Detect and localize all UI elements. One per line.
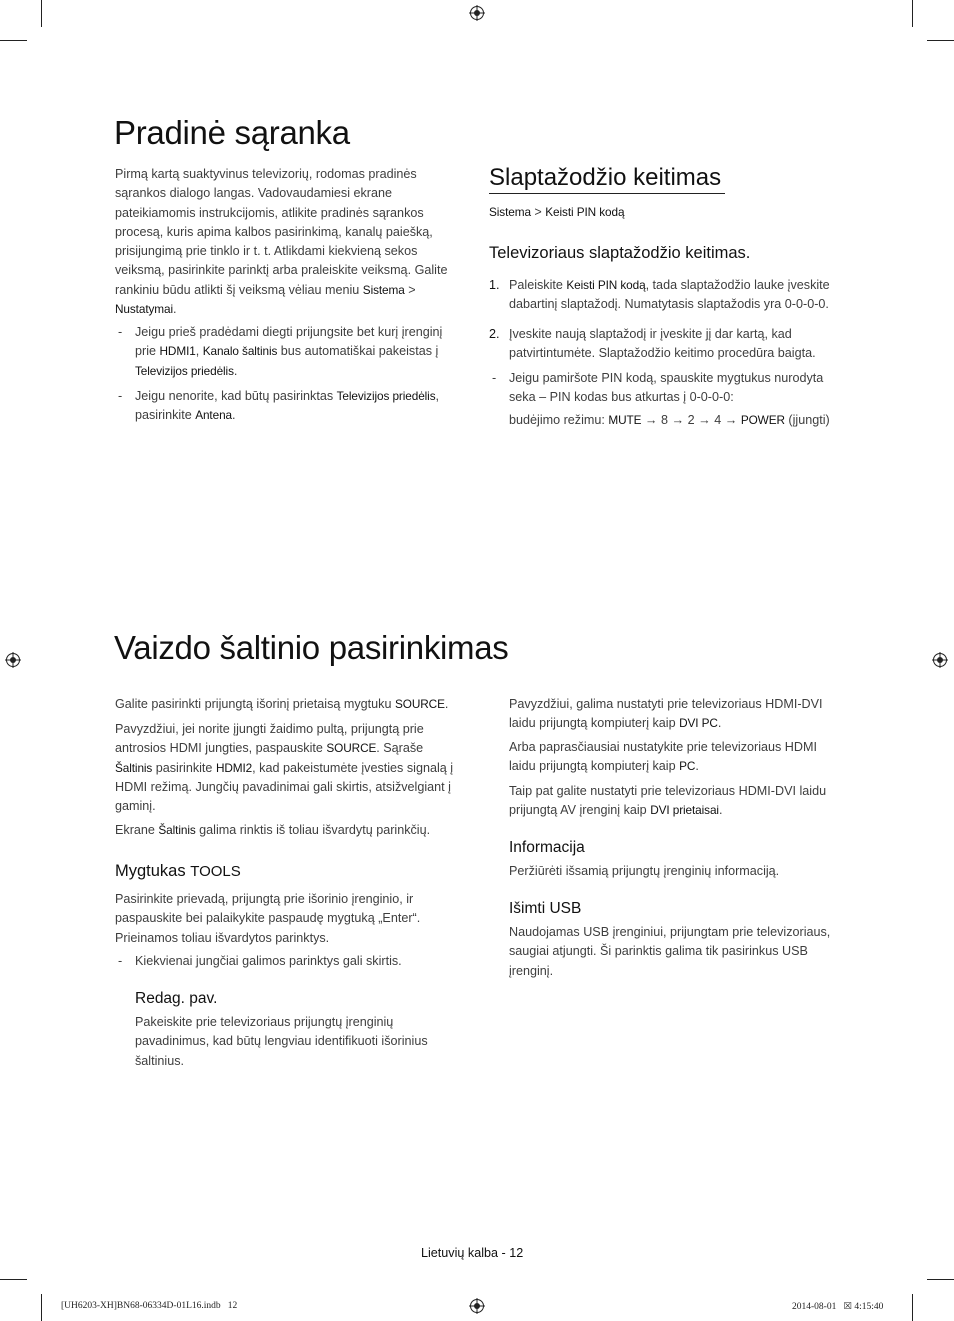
rename-example-1: Pavyzdžiui, galima nustatyti prie televizoriaus HDMI-DVI laidu prijungtą kompiuterį kaip DVI PC. [509,697,823,731]
breadcrumb: Sistema > Keisti PIN kodą [489,205,625,219]
breadcrumb-system: Sistema [489,205,531,219]
source-paragraph-2: Pavyzdžiui, jei norite įjungti žaidimo pultą, prijungtą prie antrosios HDMI jungties, paspauskite SOURCE. Sąraše Šaltinis pasirinkite HDMI2, kad pakeistumėte įvesties signalą į HDMI režimą. Jungčių pavadinimai gali skirtis, atsižvelgiant į gaminį. [115,722,454,814]
note-dash: - [118,389,123,403]
registration-mark-icon [469,5,485,21]
initial-setup-note-2: Jeigu nenorite, kad būtų pasirinktas Televizijos priedėlis, pasirinkite Antena. [135,389,439,423]
crop-mark [0,40,27,41]
registration-mark-icon [469,1298,485,1314]
crop-mark [41,0,42,27]
option-rename-title: Redag. pav. [135,990,218,1007]
print-footer-timestamp: 2014-08-01 ☒ 4:15:40 [792,1302,884,1312]
option-remove-usb-title: Išimti USB [509,900,582,917]
section-title-password-change: Slaptažodžio keitimas [489,164,722,191]
print-footer-file: [UH6203-XH]BN68-06334D-01L16.indb 12 [61,1301,238,1311]
option-remove-usb-description: Naudojamas USB įrenginiui, prijungtam prie televizoriaus, saugiai atjungti. Ši parinktis galima tik pasirinkus USB įrenginį. [509,925,831,978]
step-number-1: 1. [489,278,500,292]
crop-mark [927,1279,954,1280]
tools-note: Kiekvienai jungčiai galimos parinktys gali skirtis. [135,954,402,968]
initial-setup-note-1: Jeigu prieš pradėdami diegti prijungsite bet kurį įrenginį prie HDMI1, Kanalo šaltinis bus automatiškai pakeistas į Televizijos priedėlis. [135,325,443,378]
tools-description: Pasirinkite prievadą, prijungtą prie išorinio įrenginio, ir paspauskite bei palaikykite paspaudę mygtuką „Enter“. Prieinamos toliau išvardytos parinktys. [115,892,421,945]
initial-setup-intro: Pirmą kartą suaktyvinus televizorių, rodomas pradinės sąrankos dialogo langas. Vadovaudamiesi ekrane pateikiamomis instrukcijomis, atlikite pradinės sąrankos procesą, kuris apima kalbos pasirinkimą, kanalų paiešką, prisijungimą prie tinklo ir t. t. Atlikdami kiekvieną sekos veiksmą, pasirinkite parinktį arba praleiskite veiksmą. Galite rankiniu būdu atlikti šį veiksmą vėliau meniu Sistema > Nustatymai. [115,167,448,317]
crop-mark [41,1294,42,1321]
title-underline [489,193,725,194]
note-dash: - [118,325,123,339]
registration-mark-icon [932,652,948,668]
source-paragraph-3: Ekrane Šaltinis galima rinktis iš toliau išvardytų parinkčių. [115,823,431,837]
section-title-source-selection: Vaizdo šaltinio pasirinkimas [114,629,509,666]
option-information-description: Peržiūrėti išsamią prijungtų įrenginių informaciją. [509,864,780,878]
pin-reset-note: Jeigu pamiršote PIN kodą, spauskite mygtukus nurodyta seka – PIN kodas bus atkurtas į 0-0-0-0: [509,371,824,405]
crop-mark [912,1294,913,1321]
crop-mark [927,40,954,41]
step-2-text: Įveskite naują slaptažodį ir įveskite jį dar kartą, kad patvirtintumėte. Slaptažodžio keitimo procedūra baigta. [509,327,816,361]
note-dash: - [492,371,497,385]
page-number-label: Lietuvių kalba - 12 [421,1246,524,1260]
rename-example-3: Taip pat galite nustatyti prie televizoriaus HDMI-DVI laidu prijungtą AV įrenginį kaip DVI prietaisai. [509,784,827,818]
menu-path-system: Sistema [362,282,405,297]
section-title-initial-setup: Pradinė sąranka [114,114,350,151]
option-information-title: Informacija [509,839,585,856]
rename-example-2: Arba paprasčiausiai nustatykite prie televizoriaus HDMI laidu prijungtą kompiuterį kaip PC. [509,740,817,774]
subtitle-tv-password: Televizoriaus slaptažodžio keitimas. [489,244,751,262]
step-number-2: 2. [489,327,500,341]
registration-mark-icon [5,652,21,668]
subtitle-tools-button: Mygtukas TOOLS [115,862,241,880]
crop-mark [912,0,913,27]
crop-mark [0,1279,27,1280]
pin-reset-sequence: budėjimo režimu: MUTE → 8 → 2 → 4 → POWER (įjungti) [509,413,830,427]
source-paragraph-1: Galite pasirinkti prijungtą išorinį prietaisą mygtuku SOURCE. [115,697,449,711]
breadcrumb-change-pin: Keisti PIN kodą [545,205,625,219]
option-rename-description: Pakeiskite prie televizoriaus prijungtų įrenginių pavadinimus, kad būtų lengviau identifikuoti išorinius šaltinius. [135,1015,428,1068]
step-1-text: Paleiskite Keisti PIN kodą, tada slaptažodžio lauke įveskite dabartinį slaptažodį. Numatytasis slaptažodis yra 0-0-0-0. [509,278,830,312]
menu-path-settings: Nustatymai [115,302,174,317]
note-dash: - [118,954,123,968]
